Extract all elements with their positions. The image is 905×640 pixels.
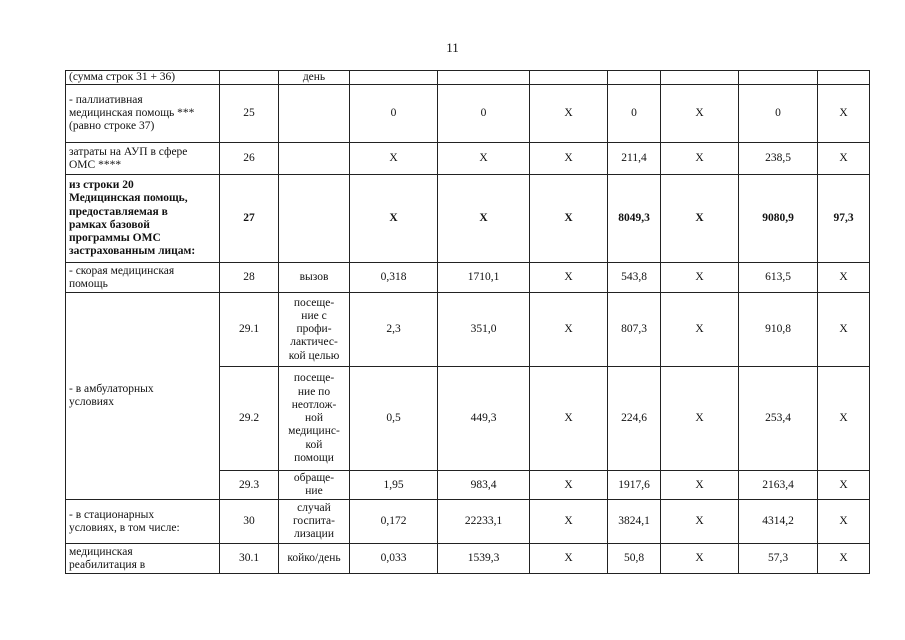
value-cell: Х	[661, 143, 739, 175]
table-row	[66, 263, 870, 293]
value-cell: Х	[530, 367, 608, 471]
value-cell: Х	[818, 293, 870, 367]
value-cell	[739, 71, 818, 85]
row-unit: посеще- ние с профи- лактичес- кой целью	[279, 293, 350, 367]
value-cell: 983,4	[438, 471, 530, 500]
row-name: - в стационарных условиях, в том числе:	[66, 500, 220, 544]
row-number: 29.2	[220, 367, 279, 471]
value-cell: 3824,1	[608, 500, 661, 544]
value-cell	[661, 71, 739, 85]
value-cell: Х	[530, 544, 608, 574]
value-cell: 97,3	[818, 175, 870, 263]
value-cell: 0,5	[350, 367, 438, 471]
value-cell: Х	[818, 85, 870, 143]
value-cell: Х	[530, 143, 608, 175]
value-cell: 0	[608, 85, 661, 143]
value-cell: Х	[818, 471, 870, 500]
row-number: 28	[220, 263, 279, 293]
row-unit: день	[279, 71, 350, 85]
value-cell: 253,4	[739, 367, 818, 471]
value-cell: Х	[438, 175, 530, 263]
value-cell: Х	[818, 263, 870, 293]
data-table	[65, 70, 870, 574]
value-cell: 0,033	[350, 544, 438, 574]
value-cell: 0,318	[350, 263, 438, 293]
value-cell: Х	[818, 500, 870, 544]
value-cell: Х	[350, 143, 438, 175]
value-cell: Х	[661, 293, 739, 367]
value-cell	[818, 71, 870, 85]
value-cell: Х	[530, 175, 608, 263]
value-cell	[350, 71, 438, 85]
table-row	[66, 544, 870, 574]
row-name: - в амбулаторных условиях	[66, 293, 220, 500]
row-unit: койко/день	[279, 544, 350, 574]
value-cell: 0	[739, 85, 818, 143]
row-name: - паллиативная медицинская помощь *** (равно строке 37)	[66, 85, 220, 143]
row-unit	[279, 143, 350, 175]
table-row	[66, 85, 870, 143]
row-unit	[279, 175, 350, 263]
value-cell: 238,5	[739, 143, 818, 175]
table-row	[66, 293, 870, 367]
value-cell	[608, 71, 661, 85]
value-cell: Х	[661, 471, 739, 500]
value-cell: 2163,4	[739, 471, 818, 500]
value-cell: 211,4	[608, 143, 661, 175]
row-number: 30.1	[220, 544, 279, 574]
value-cell: 8049,3	[608, 175, 661, 263]
row-unit	[279, 85, 350, 143]
row-number: 26	[220, 143, 279, 175]
row-number: 29.1	[220, 293, 279, 367]
value-cell	[530, 71, 608, 85]
row-number: 25	[220, 85, 279, 143]
value-cell: 22233,1	[438, 500, 530, 544]
value-cell: 4314,2	[739, 500, 818, 544]
value-cell: 0	[350, 85, 438, 143]
row-name: из строки 20 Медицинская помощь, предоставляемая в рамках базовой программы ОМС застрахованным лицам:	[66, 175, 220, 263]
value-cell: Х	[818, 367, 870, 471]
row-unit: случай госпита- лизации	[279, 500, 350, 544]
value-cell: 2,3	[350, 293, 438, 367]
value-cell: Х	[661, 367, 739, 471]
row-name: - скорая медицинская помощь	[66, 263, 220, 293]
value-cell: 0,172	[350, 500, 438, 544]
value-cell: Х	[661, 544, 739, 574]
value-cell: Х	[350, 175, 438, 263]
value-cell: Х	[661, 263, 739, 293]
value-cell: 543,8	[608, 263, 661, 293]
row-unit: посеще- ние по неотлож- ной медицинс- кой помощи	[279, 367, 350, 471]
value-cell	[438, 71, 530, 85]
table-row	[66, 175, 870, 263]
row-name: (сумма строк 31 + 36)	[66, 71, 220, 85]
value-cell: Х	[438, 143, 530, 175]
value-cell: 613,5	[739, 263, 818, 293]
row-number: 27	[220, 175, 279, 263]
row-unit: обраще- ние	[279, 471, 350, 500]
row-name: медицинская реабилитация в	[66, 544, 220, 574]
value-cell: Х	[530, 85, 608, 143]
row-name: затраты на АУП в сфере ОМС ****	[66, 143, 220, 175]
value-cell: 57,3	[739, 544, 818, 574]
row-number: 30	[220, 500, 279, 544]
value-cell: 1917,6	[608, 471, 661, 500]
value-cell: Х	[530, 500, 608, 544]
value-cell: 351,0	[438, 293, 530, 367]
value-cell: Х	[661, 85, 739, 143]
value-cell: 1539,3	[438, 544, 530, 574]
value-cell: 50,8	[608, 544, 661, 574]
value-cell: 224,6	[608, 367, 661, 471]
row-number	[220, 71, 279, 85]
value-cell: Х	[530, 263, 608, 293]
value-cell: 9080,9	[739, 175, 818, 263]
page-number: 11	[446, 40, 459, 55]
value-cell: Х	[530, 471, 608, 500]
table-row	[66, 71, 870, 85]
value-cell: 1,95	[350, 471, 438, 500]
value-cell: 807,3	[608, 293, 661, 367]
table-row	[66, 500, 870, 544]
value-cell: 910,8	[739, 293, 818, 367]
value-cell: Х	[530, 293, 608, 367]
value-cell: Х	[818, 544, 870, 574]
value-cell: 449,3	[438, 367, 530, 471]
row-number: 29.3	[220, 471, 279, 500]
value-cell: Х	[661, 500, 739, 544]
value-cell: Х	[818, 143, 870, 175]
row-unit: вызов	[279, 263, 350, 293]
value-cell: Х	[661, 175, 739, 263]
table-row	[66, 143, 870, 175]
value-cell: 1710,1	[438, 263, 530, 293]
value-cell: 0	[438, 85, 530, 143]
